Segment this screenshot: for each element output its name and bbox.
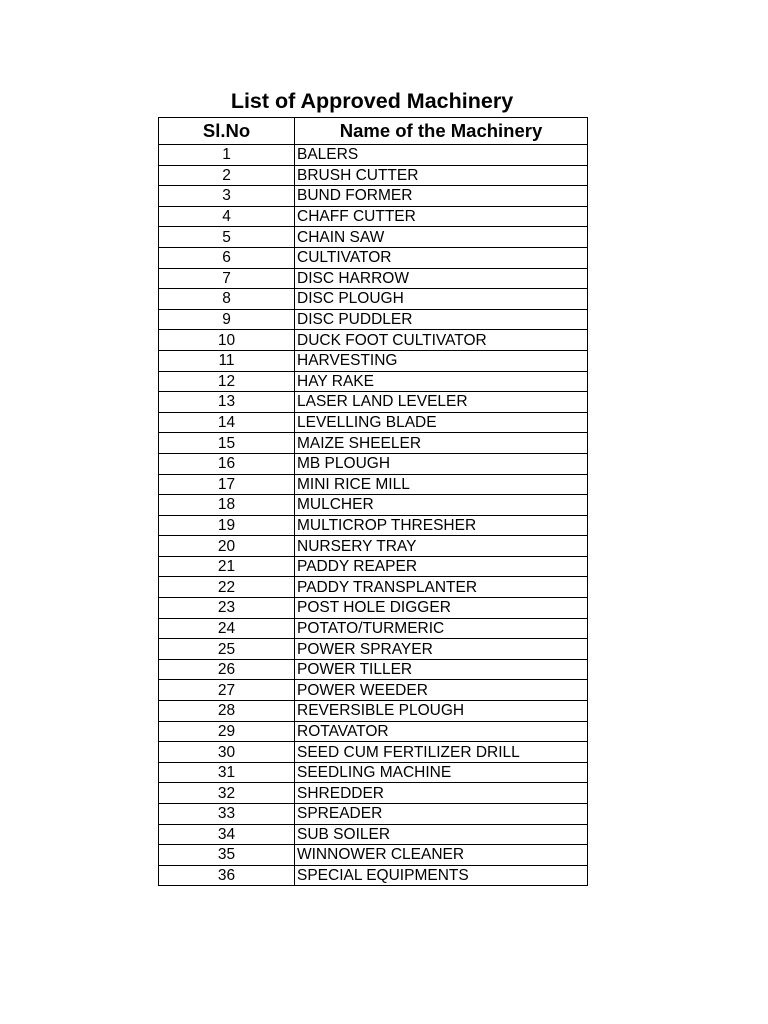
machinery-name-cell: HAY RAKE: [295, 371, 588, 392]
sl-no-cell: 23: [159, 598, 295, 619]
machinery-table: [158, 117, 588, 886]
sl-no-cell: 27: [159, 680, 295, 701]
table-row: [159, 227, 588, 248]
table-row: [159, 577, 588, 598]
column-header-machinery-name: Name of the Machinery: [295, 118, 588, 145]
sl-no-cell: 3: [159, 186, 295, 207]
table-row: [159, 701, 588, 722]
sl-no-cell: 9: [159, 309, 295, 330]
sl-no-cell: 21: [159, 556, 295, 577]
machinery-name-cell: PADDY TRANSPLANTER: [295, 577, 588, 598]
machinery-name-cell: LEVELLING BLADE: [295, 412, 588, 433]
sl-no-cell: 34: [159, 824, 295, 845]
sl-no-cell: 1: [159, 145, 295, 166]
table-row: [159, 618, 588, 639]
table-row: [159, 639, 588, 660]
table-row: [159, 495, 588, 516]
table-row: [159, 515, 588, 536]
table-row: [159, 721, 588, 742]
table-row: [159, 556, 588, 577]
table-row: [159, 680, 588, 701]
machinery-name-cell: ROTAVATOR: [295, 721, 588, 742]
machinery-name-cell: BALERS: [295, 145, 588, 166]
machinery-name-cell: BUND FORMER: [295, 186, 588, 207]
table-row: [159, 824, 588, 845]
sl-no-cell: 13: [159, 392, 295, 413]
sl-no-cell: 36: [159, 865, 295, 886]
sl-no-cell: 10: [159, 330, 295, 351]
machinery-name-cell: REVERSIBLE PLOUGH: [295, 701, 588, 722]
sl-no-cell: 26: [159, 659, 295, 680]
sl-no-cell: 31: [159, 762, 295, 783]
sl-no-cell: 17: [159, 474, 295, 495]
table-row: [159, 536, 588, 557]
table-row: [159, 165, 588, 186]
table-row: [159, 783, 588, 804]
table-row: [159, 865, 588, 886]
machinery-name-cell: BRUSH CUTTER: [295, 165, 588, 186]
table-row: [159, 330, 588, 351]
sl-no-cell: 25: [159, 639, 295, 660]
header-row: [159, 118, 588, 145]
machinery-name-cell: SUB SOILER: [295, 824, 588, 845]
table-row: [159, 845, 588, 866]
table-row: [159, 186, 588, 207]
sl-no-cell: 32: [159, 783, 295, 804]
sl-no-cell: 19: [159, 515, 295, 536]
table-row: [159, 309, 588, 330]
machinery-name-cell: SEED CUM FERTILIZER DRILL: [295, 742, 588, 763]
table-row: [159, 659, 588, 680]
machinery-name-cell: MB PLOUGH: [295, 453, 588, 474]
machinery-name-cell: WINNOWER CLEANER: [295, 845, 588, 866]
sl-no-cell: 5: [159, 227, 295, 248]
sl-no-cell: 6: [159, 247, 295, 268]
table-row: [159, 474, 588, 495]
machinery-name-cell: SHREDDER: [295, 783, 588, 804]
machinery-name-cell: MULCHER: [295, 495, 588, 516]
table-row: [159, 350, 588, 371]
sl-no-cell: 30: [159, 742, 295, 763]
sl-no-cell: 24: [159, 618, 295, 639]
table-body: [159, 145, 588, 886]
table-row: [159, 247, 588, 268]
table-row: [159, 598, 588, 619]
machinery-name-cell: NURSERY TRAY: [295, 536, 588, 557]
sl-no-cell: 7: [159, 268, 295, 289]
machinery-name-cell: CHAIN SAW: [295, 227, 588, 248]
sl-no-cell: 11: [159, 350, 295, 371]
machinery-name-cell: PADDY REAPER: [295, 556, 588, 577]
table-row: [159, 268, 588, 289]
table-row: [159, 453, 588, 474]
machinery-name-cell: CULTIVATOR: [295, 247, 588, 268]
machinery-name-cell: HARVESTING: [295, 350, 588, 371]
machinery-name-cell: MAIZE SHEELER: [295, 433, 588, 454]
table-row: [159, 206, 588, 227]
sl-no-cell: 35: [159, 845, 295, 866]
machinery-name-cell: DISC PUDDLER: [295, 309, 588, 330]
table-row: [159, 145, 588, 166]
machinery-name-cell: DUCK FOOT CULTIVATOR: [295, 330, 588, 351]
page-title: List of Approved Machinery: [230, 89, 514, 113]
machinery-name-cell: POWER TILLER: [295, 659, 588, 680]
table-row: [159, 762, 588, 783]
table-header: [159, 118, 588, 145]
machinery-name-cell: SEEDLING MACHINE: [295, 762, 588, 783]
sl-no-cell: 20: [159, 536, 295, 557]
table-row: [159, 804, 588, 825]
sl-no-cell: 33: [159, 804, 295, 825]
sl-no-cell: 16: [159, 453, 295, 474]
sl-no-cell: 12: [159, 371, 295, 392]
machinery-name-cell: MINI RICE MILL: [295, 474, 588, 495]
machinery-name-cell: POTATO/TURMERIC: [295, 618, 588, 639]
machinery-name-cell: CHAFF CUTTER: [295, 206, 588, 227]
table-row: [159, 742, 588, 763]
machinery-name-cell: SPECIAL EQUIPMENTS: [295, 865, 588, 886]
machinery-name-cell: POWER WEEDER: [295, 680, 588, 701]
table-row: [159, 371, 588, 392]
table-row: [159, 412, 588, 433]
machinery-name-cell: LASER LAND LEVELER: [295, 392, 588, 413]
sl-no-cell: 14: [159, 412, 295, 433]
sl-no-cell: 22: [159, 577, 295, 598]
machinery-name-cell: DISC PLOUGH: [295, 289, 588, 310]
sl-no-cell: 15: [159, 433, 295, 454]
sl-no-cell: 4: [159, 206, 295, 227]
machinery-name-cell: POST HOLE DIGGER: [295, 598, 588, 619]
machinery-name-cell: MULTICROP THRESHER: [295, 515, 588, 536]
machinery-name-cell: POWER SPRAYER: [295, 639, 588, 660]
sl-no-cell: 2: [159, 165, 295, 186]
machinery-name-cell: DISC HARROW: [295, 268, 588, 289]
sl-no-cell: 18: [159, 495, 295, 516]
column-header-sl-no: Sl.No: [159, 118, 295, 145]
sl-no-cell: 8: [159, 289, 295, 310]
sl-no-cell: 29: [159, 721, 295, 742]
table-row: [159, 433, 588, 454]
table-row: [159, 392, 588, 413]
sl-no-cell: 28: [159, 701, 295, 722]
table-row: [159, 289, 588, 310]
machinery-name-cell: SPREADER: [295, 804, 588, 825]
